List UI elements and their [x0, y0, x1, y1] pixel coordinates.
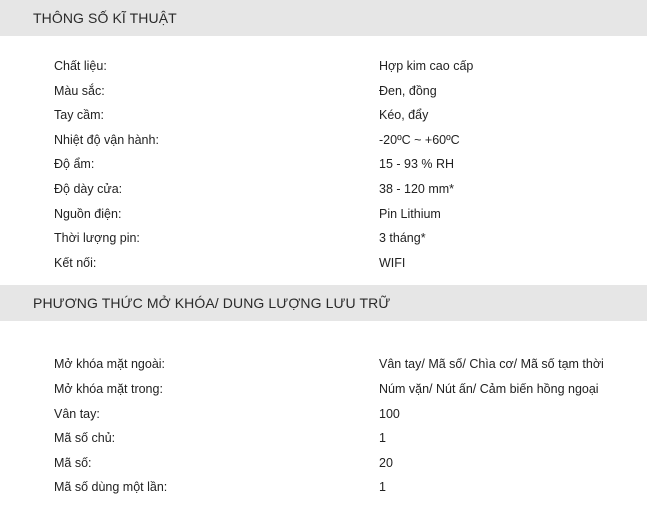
- spec-value: 3 tháng*: [379, 231, 426, 246]
- spec-label: Kết nối:: [54, 255, 97, 270]
- spec-label: Thời lượng pin:: [54, 231, 140, 246]
- spec-row-battery-life: [0, 226, 647, 251]
- spec-row-handle: [0, 103, 647, 128]
- spec-row-operating-temperature: [0, 128, 647, 153]
- spec-row-humidity: [0, 152, 647, 177]
- spec-label: Độ ẩm:: [54, 157, 95, 172]
- unlock-methods-section-title: PHƯƠNG THỨC MỞ KHÓA/ DUNG LƯỢNG LƯU TRỮ: [33, 295, 391, 312]
- spec-row-door-thickness: [0, 177, 647, 202]
- spec-label: Nguồn điện:: [54, 206, 122, 221]
- spec-row-fingerprints: [0, 402, 647, 427]
- spec-value: Vân tay/ Mã số/ Chìa cơ/ Mã số tạm thời: [379, 357, 604, 372]
- spec-label: Màu sắc:: [54, 83, 105, 98]
- spec-label: Mở khóa mặt ngoài:: [54, 357, 166, 372]
- spec-label: Nhiệt độ vận hành:: [54, 132, 159, 147]
- spec-value: WIFI: [379, 255, 406, 270]
- spec-row-connectivity: [0, 251, 647, 276]
- spec-value: Pin Lithium: [379, 206, 441, 221]
- specs-section-title: THÔNG SỐ KĨ THUẬT: [33, 10, 177, 26]
- spec-value: -20ºC ~ +60ºC: [379, 132, 460, 147]
- spec-value: 1: [379, 431, 386, 446]
- unlock-methods-table: [0, 321, 647, 500]
- spec-value: Kéo, đẩy: [379, 108, 429, 123]
- spec-row-color: [0, 79, 647, 104]
- spec-value: Đen, đồng: [379, 83, 437, 98]
- spec-row-one-time-code: [0, 475, 647, 500]
- spec-label: Mã số dùng một lần:: [54, 480, 168, 495]
- spec-value: 15 - 93 % RH: [379, 157, 455, 172]
- spec-label: Mã số:: [54, 455, 92, 470]
- spec-label: Độ dày cửa:: [54, 181, 123, 196]
- spec-row-power-source: [0, 202, 647, 227]
- spec-label: Mã số chủ:: [54, 431, 116, 446]
- spec-row-codes: [0, 451, 647, 476]
- spec-row-outside-unlock: [0, 352, 647, 377]
- spec-value: 1: [379, 480, 386, 495]
- specs-table: [0, 36, 647, 275]
- spec-label: Mở khóa mặt trong:: [54, 381, 163, 396]
- spec-value: Hợp kim cao cấp: [379, 59, 474, 73]
- spec-label: Chất liệu:: [54, 59, 107, 73]
- spec-label: Tay cầm:: [54, 108, 105, 123]
- spec-value: 100: [379, 406, 400, 421]
- spec-row-inside-unlock: [0, 377, 647, 402]
- spec-value: 20: [379, 455, 393, 470]
- spec-value: Núm vặn/ Nút ấn/ Cảm biến hồng ngoại: [379, 381, 599, 396]
- spec-label: Vân tay:: [54, 406, 100, 421]
- spec-row-master-code: [0, 426, 647, 451]
- specs-section-header: [0, 0, 647, 36]
- spec-row-material: [0, 54, 647, 79]
- spec-value: 38 - 120 mm*: [379, 181, 455, 196]
- unlock-methods-section-header: [0, 285, 647, 321]
